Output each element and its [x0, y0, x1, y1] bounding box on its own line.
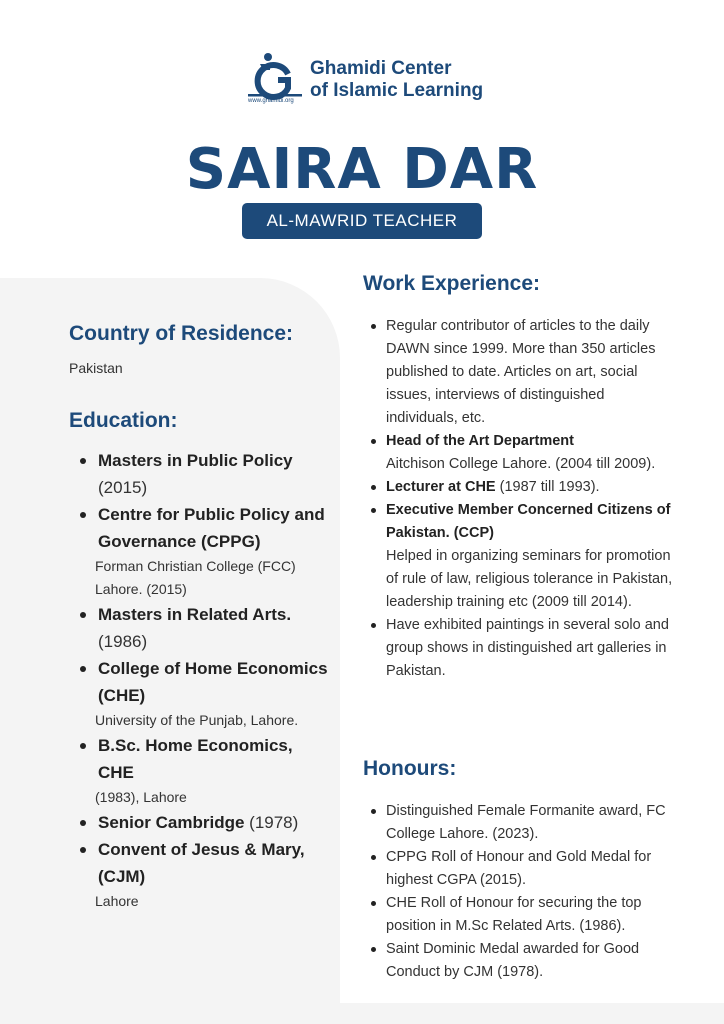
honour-item: Distinguished Female Formanite award, FC College Lahore. (2023). — [363, 800, 673, 846]
education-item-detail: Forman Christian College (FCC) Lahore. (2015) — [95, 558, 296, 597]
work-item-text: Have exhibited paintings in several solo and group shows in distinguished art galleries in Pakistan. — [386, 617, 669, 679]
work-item — [363, 476, 673, 499]
honours-heading: Honours: — [363, 757, 457, 780]
honours-list — [363, 800, 673, 984]
education-item-year: (2015) — [98, 478, 148, 497]
education-item-detail: University of the Punjab, Lahore. — [95, 712, 299, 728]
work-item-title: Lecturer at CHE — [386, 479, 496, 495]
work-heading: Work Experience: — [363, 272, 541, 295]
education-item-title: B.Sc. Home Economics, CHE — [98, 736, 293, 782]
residence-heading: Country of Residence: — [69, 322, 294, 345]
education-item-detail: Lahore — [95, 893, 139, 909]
work-item-text: (1987 till 1993). — [499, 479, 600, 495]
education-item-title: Senior Cambridge — [98, 813, 245, 832]
education-item — [69, 447, 329, 501]
logo-line-1: Ghamidi Center — [310, 58, 452, 79]
education-heading: Education: — [69, 409, 178, 432]
education-item — [69, 836, 329, 913]
honour-item: CHE Roll of Honour for securing the top position in M.Sc Related Arts. (1986). — [363, 892, 673, 938]
education-item-detail: (1983), Lahore — [95, 789, 187, 805]
work-item — [363, 315, 673, 430]
work-item-text: Regular contributor of articles to the daily DAWN since 1999. More than 350 articles published to date. Articles on art, social issues, interviews of distinguished individuals, etc. — [386, 318, 656, 426]
education-item-title: Masters in Public Policy — [98, 451, 293, 470]
education-item-title: Convent of Jesus & Mary, (CJM) — [98, 840, 305, 886]
work-item — [363, 430, 673, 476]
education-item-title: Centre for Public Policy and Governance (CPPG) — [98, 505, 325, 551]
residence-value: Pakistan — [69, 360, 123, 376]
education-item-title: Masters in Related Arts. — [98, 605, 292, 624]
ghamidi-logo-icon — [246, 52, 304, 102]
education-item — [69, 601, 329, 655]
work-item — [363, 499, 673, 614]
education-item-year: (1978) — [249, 813, 299, 832]
education-item-year: (1986) — [98, 632, 148, 651]
work-item-title: Head of the Art Department — [386, 433, 574, 449]
education-item — [69, 501, 329, 601]
work-item-title: Executive Member Concerned Citizens of Pakistan. (CCP) — [386, 502, 671, 541]
logo — [246, 52, 486, 112]
education-item — [69, 732, 329, 809]
education-list — [69, 447, 329, 913]
bottom-strip — [340, 1003, 724, 1024]
work-item-text: Helped in organizing seminars for promotion of rule of law, religious tolerance in Pakistan, leadership training etc (2009 till 2014). — [386, 548, 673, 610]
role-badge: AL-MAWRID TEACHER — [242, 203, 482, 239]
work-item — [363, 614, 673, 683]
education-item — [69, 809, 329, 836]
logo-url: www.ghamidi.org — [248, 98, 294, 104]
logo-text — [310, 58, 483, 102]
work-list — [363, 315, 673, 683]
logo-line-2: of Islamic Learning — [310, 80, 484, 101]
honour-item: Saint Dominic Medal awarded for Good Conduct by CJM (1978). — [363, 938, 673, 984]
education-item-title: College of Home Economics (CHE) — [98, 659, 328, 705]
honour-item: CPPG Roll of Honour and Gold Medal for highest CGPA (2015). — [363, 846, 673, 892]
person-name: SAIRA DAR — [185, 137, 539, 202]
work-item-text: Aitchison College Lahore. (2004 till 2009). — [386, 456, 656, 472]
education-item — [69, 655, 329, 732]
